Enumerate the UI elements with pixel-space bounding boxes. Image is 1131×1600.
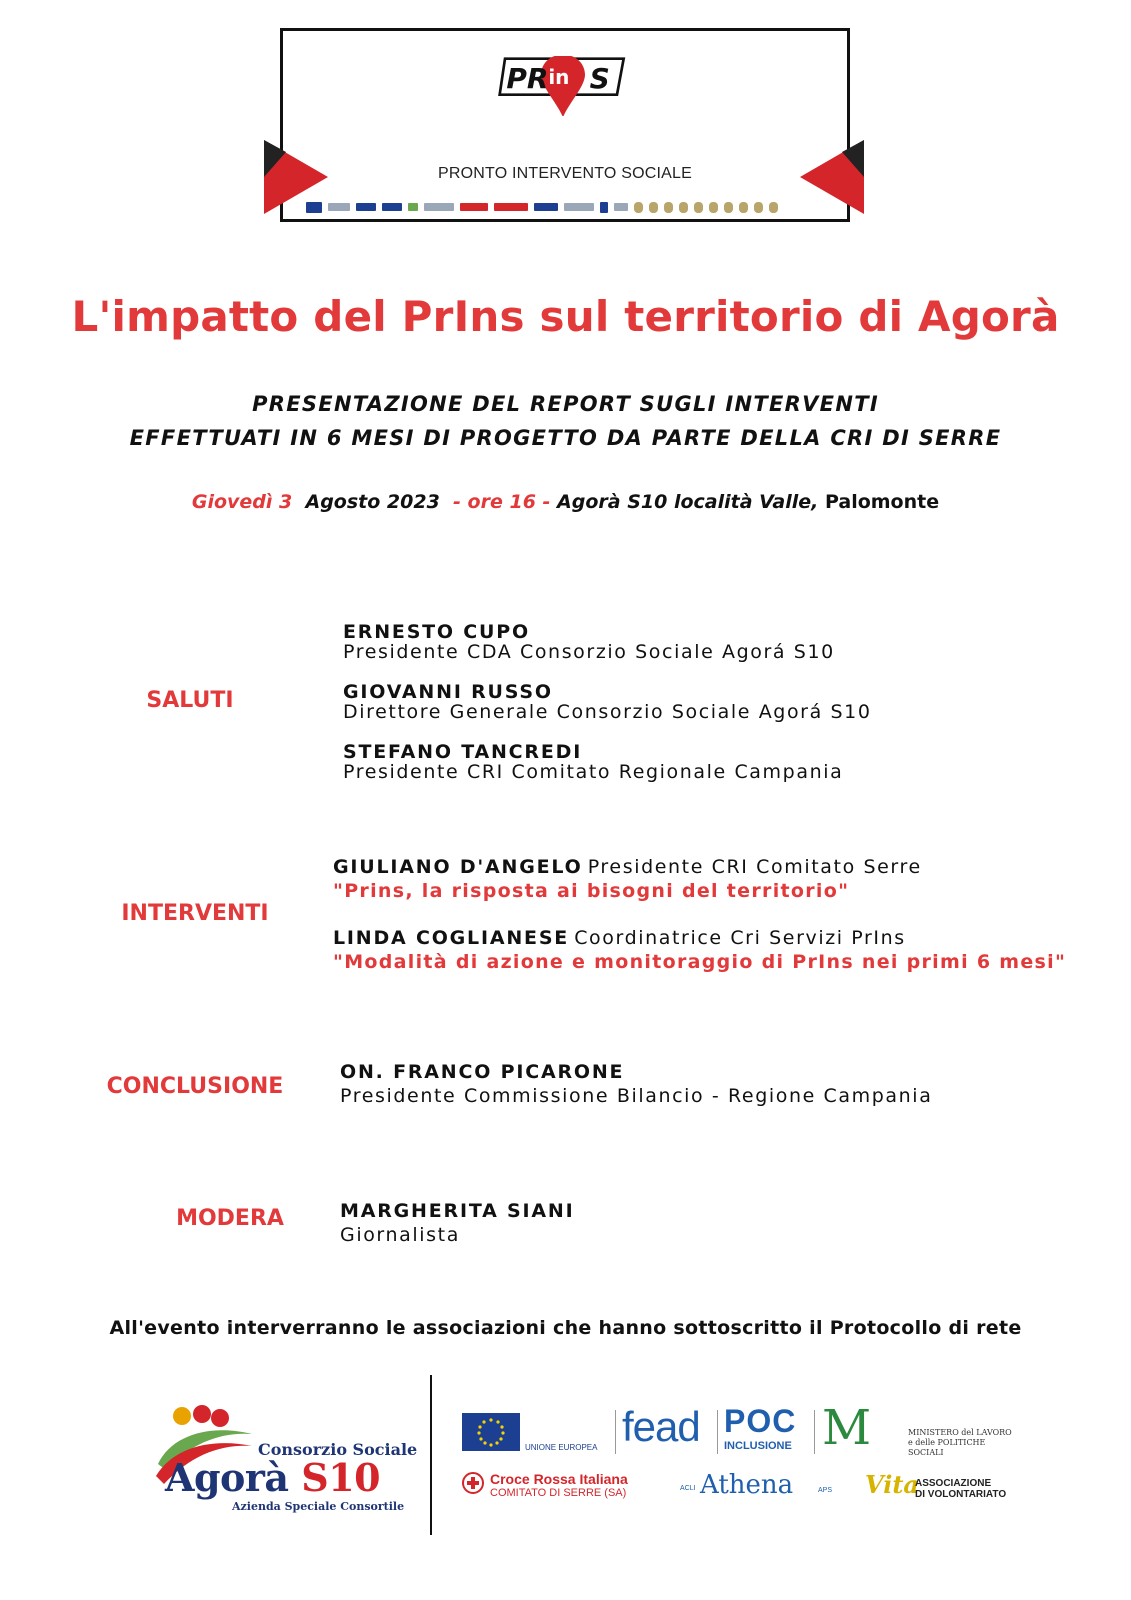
person-role: Coordinatrice Cri Servizi PrIns (574, 927, 906, 949)
event-place: Agorà S10 località Valle, (557, 491, 819, 513)
agora-logo-word: Agorà (165, 1455, 289, 1500)
prins-logo-right: S (589, 62, 610, 95)
poc-logo: POC (724, 1403, 797, 1439)
person-name: GIULIANO D'ANGELO (333, 856, 583, 878)
eu-logo-text: UNIONE EUROPEA (525, 1443, 598, 1452)
event-dateline (0, 491, 1131, 513)
talk-title: "Modalità di azione e monitoraggio di PrIns nei primi 6 mesi" (333, 951, 1067, 973)
athena-logo-acli: ACLI (680, 1485, 696, 1492)
event-month-year: Agosto 2023 (305, 491, 440, 513)
poc-logo-sub: INCLUSIONE (724, 1440, 792, 1452)
person-role: Presidente CRI Comitato Regionale Campania (343, 761, 844, 783)
event-title: L'impatto del PrIns sul territorio di Agorà (71, 292, 1060, 341)
person-role: Presidente CRI Comitato Serre (587, 856, 922, 878)
agora-logo-name (165, 1455, 380, 1500)
logo-separator (615, 1410, 616, 1454)
agora-logo-s10: S10 (301, 1455, 381, 1500)
banner-sponsor-strip (306, 200, 826, 214)
athena-logo-aps: APS (818, 1487, 833, 1494)
interventi-person-2 (333, 927, 1066, 973)
prins-logo (468, 56, 658, 116)
person-name: ERNESTO CUPO (343, 621, 530, 643)
eu-flag-icon (462, 1413, 520, 1451)
athena-logo: Athena (700, 1470, 794, 1500)
person-name: ON. FRANCO PICARONE (340, 1061, 625, 1083)
prins-logo-left: PR (506, 62, 549, 95)
logo-separator (717, 1410, 718, 1454)
prins-logo-mid: in (548, 65, 570, 89)
vita-logo: Vita (865, 1470, 919, 1499)
agora-logo-top: Consorzio Sociale (258, 1440, 418, 1459)
person-name: LINDA COGLIANESE (333, 927, 570, 949)
person-role: Giornalista (340, 1224, 460, 1246)
event-day: Giovedì 3 (191, 491, 293, 513)
talk-title: "Prins, la risposta ai bisogni del territorio" (333, 880, 850, 902)
saluti-person-1 (343, 621, 835, 663)
conclusione-person (340, 1061, 932, 1107)
footer-note: All'evento interverranno le associazioni che hanno sottoscritto il Protocollo di rete (109, 1317, 1022, 1339)
subtitle-line-2: EFFETTUATI IN 6 MESI DI PROGETTO DA PARTE DELLA CRI DI SERRE (129, 426, 1002, 450)
event-town: Palomonte (824, 491, 940, 513)
ministero-logo-icon: M (822, 1400, 872, 1456)
vita-logo-sub-2: DI VOLONTARIATO (915, 1489, 1007, 1500)
ministero-logo-text: MINISTERO del LAVORO e delle POLITICHE SOCIALI (908, 1428, 1012, 1457)
person-name: GIOVANNI RUSSO (343, 681, 553, 703)
section-label-saluti: SALUTI (146, 688, 234, 713)
person-role: Presidente Commissione Bilancio - Regione Campania (340, 1085, 933, 1107)
red-cross-icon (462, 1472, 484, 1494)
section-label-conclusione: CONCLUSIONE (106, 1074, 284, 1099)
event-time: - ore 16 - (453, 491, 551, 513)
interventi-person-1 (333, 856, 922, 902)
person-role: Direttore Generale Consorzio Sociale Agorá S10 (343, 701, 872, 723)
cri-logo-sub: COMITATO DI SERRE (SA) (490, 1487, 627, 1499)
vita-logo-text (915, 1478, 1006, 1500)
banner-subtitle: PRONTO INTERVENTO SOCIALE (438, 165, 692, 182)
section-label-modera: MODERA (176, 1206, 284, 1231)
saluti-person-2 (343, 681, 872, 723)
fead-logo: fead (622, 1403, 700, 1450)
person-role: Presidente CDA Consorzio Sociale Agorá S10 (343, 641, 835, 663)
logo-divider (430, 1375, 432, 1535)
agora-logo-sub: Azienda Speciale Consortile (232, 1500, 405, 1513)
person-name: MARGHERITA SIANI (340, 1200, 575, 1222)
person-name: STEFANO TANCREDI (343, 741, 583, 763)
cri-logo-text: Croce Rossa Italiana (490, 1471, 628, 1487)
modera-person (340, 1200, 574, 1246)
section-label-interventi: INTERVENTI (121, 901, 269, 926)
saluti-person-3 (343, 741, 843, 783)
logo-separator (814, 1410, 815, 1454)
subtitle-line-1: PRESENTAZIONE DEL REPORT SUGLI INTERVENTI (252, 392, 879, 416)
vita-logo-sub-1: ASSOCIAZIONE (915, 1478, 992, 1489)
